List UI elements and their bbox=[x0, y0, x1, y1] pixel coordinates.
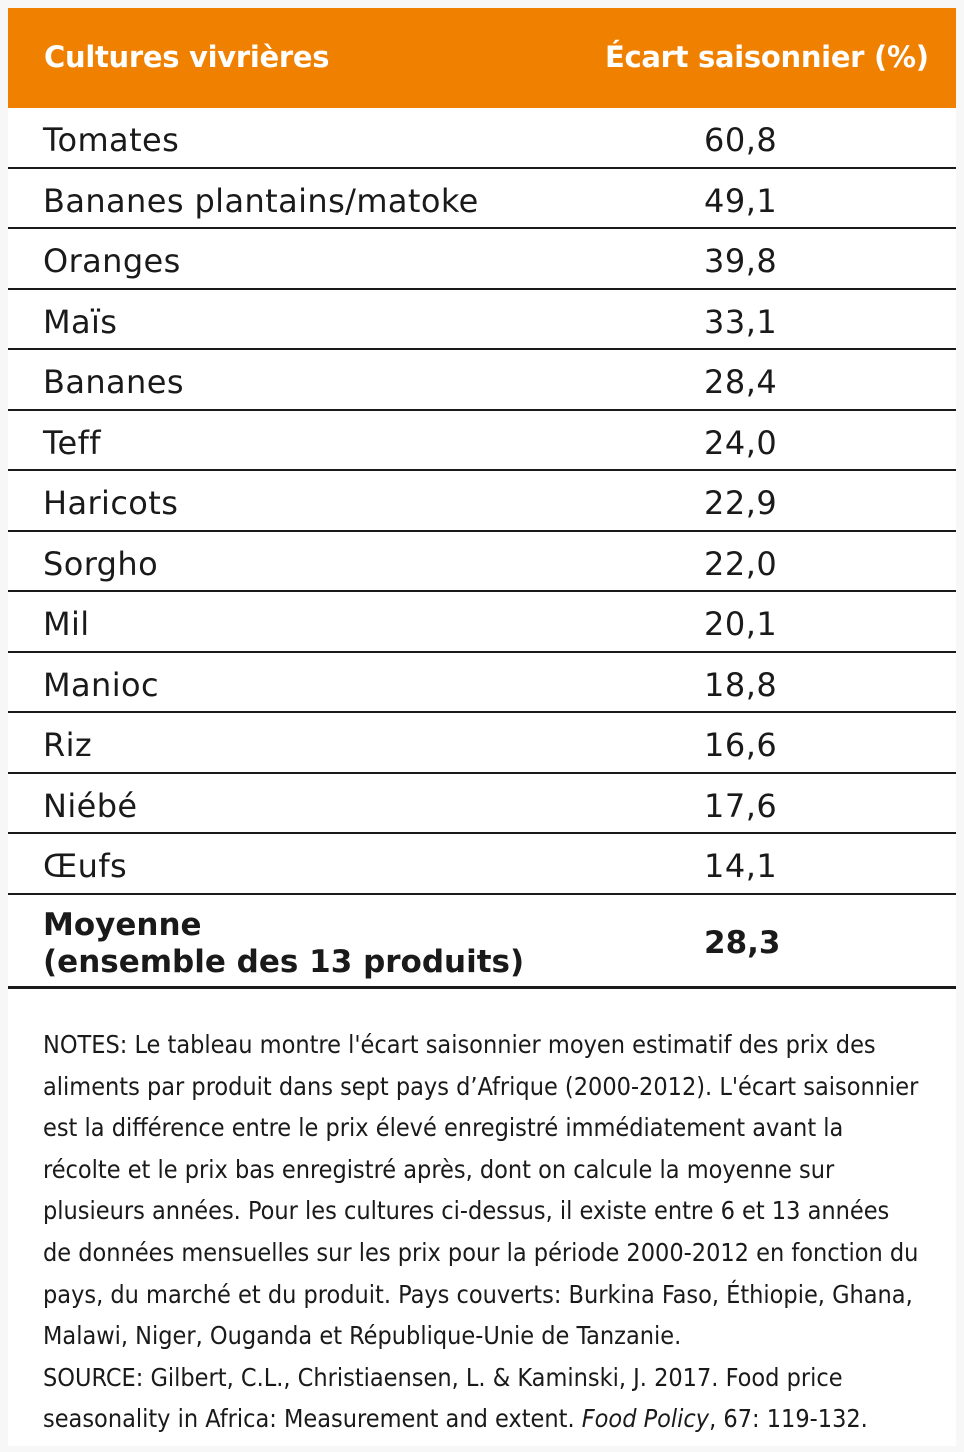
gap-value: 49,1 bbox=[704, 181, 778, 220]
gap-value: 22,9 bbox=[704, 484, 778, 522]
crop-name: Œufs bbox=[43, 847, 128, 885]
gap-value: 20,1 bbox=[704, 605, 778, 643]
crop-name: Niébé bbox=[43, 786, 138, 825]
table-row bbox=[8, 108, 956, 169]
crop-name: Tomates bbox=[43, 121, 180, 159]
table-row bbox=[8, 834, 956, 895]
table-row bbox=[8, 713, 956, 774]
gap-value: 14,1 bbox=[704, 847, 778, 885]
crop-name: Riz bbox=[43, 726, 93, 764]
gap-value: 18,8 bbox=[704, 665, 778, 704]
table-panel bbox=[8, 8, 956, 1446]
crop-name: Maïs bbox=[43, 302, 118, 341]
table-row bbox=[8, 229, 956, 290]
gap-value: 17,6 bbox=[704, 786, 778, 825]
notes-text: NOTES: Le tableau montre l'écart saisonnier moyen estimatif des prix des aliments par produit dans sept pays d’Afrique (2000-2012). L'écart saisonnier est la différence entre le prix élevé enregistré immédiatement avant la récolte et le prix bas enregistré après, dont on calcule la moyenne sur plusieurs années. Pour les cultures ci-dessus, il existe entre 6 et 13 années de données mensuelles sur les prix pour la période 2000-2012 en fonction du pays, du marché et du produit. Pays couverts: Burkina Faso, Éthiopie, Ghana, Malawi, Niger, Ouganda et République-Unie de Tanzanie. bbox=[43, 1030, 919, 1351]
gap-value: 24,0 bbox=[704, 423, 778, 462]
table-row bbox=[8, 471, 956, 532]
crop-name: Bananes plantains/matoke bbox=[43, 181, 479, 220]
crop-name: Mil bbox=[43, 605, 90, 643]
crop-name: Oranges bbox=[43, 242, 181, 280]
source-journal: Food Policy bbox=[581, 1404, 710, 1434]
gap-value: 28,4 bbox=[704, 363, 778, 401]
table-header bbox=[8, 8, 956, 108]
gap-value: 39,8 bbox=[704, 242, 778, 280]
source-suffix: , 67: 119-132. bbox=[709, 1404, 868, 1434]
table-row bbox=[8, 774, 956, 835]
header-crop-label: Cultures vivrières bbox=[44, 40, 330, 74]
table-row bbox=[8, 169, 956, 230]
header-gap-label: Écart saisonnier (%) bbox=[605, 40, 929, 74]
crop-name: Haricots bbox=[43, 484, 179, 522]
table-row bbox=[8, 653, 956, 714]
crop-name: Teff bbox=[43, 423, 101, 462]
total-label: Moyenne bbox=[43, 906, 202, 943]
table-row bbox=[8, 592, 956, 653]
table-row bbox=[8, 411, 956, 472]
table-row bbox=[8, 350, 956, 411]
crop-name: Sorgho bbox=[43, 544, 159, 583]
total-label-detail: (ensemble des 13 produits) bbox=[43, 943, 525, 980]
source-prefix: SOURCE: Gilbert, C.L., Christiaensen, L. & Kaminski, J. 2017. Food price seasonality in Africa: Measurement and extent. bbox=[43, 1362, 843, 1434]
crop-name: Bananes bbox=[43, 363, 184, 401]
gap-value: 60,8 bbox=[704, 121, 778, 159]
table-notes bbox=[43, 1024, 923, 1440]
table-row bbox=[8, 532, 956, 593]
table-total-row bbox=[8, 895, 956, 989]
crop-name: Manioc bbox=[43, 665, 159, 704]
gap-value: 33,1 bbox=[704, 302, 778, 341]
source-citation bbox=[43, 1357, 923, 1440]
table-body bbox=[8, 108, 956, 989]
table-row bbox=[8, 290, 956, 351]
total-value: 28,3 bbox=[704, 924, 781, 961]
gap-value: 22,0 bbox=[704, 544, 778, 583]
gap-value: 16,6 bbox=[704, 726, 778, 764]
